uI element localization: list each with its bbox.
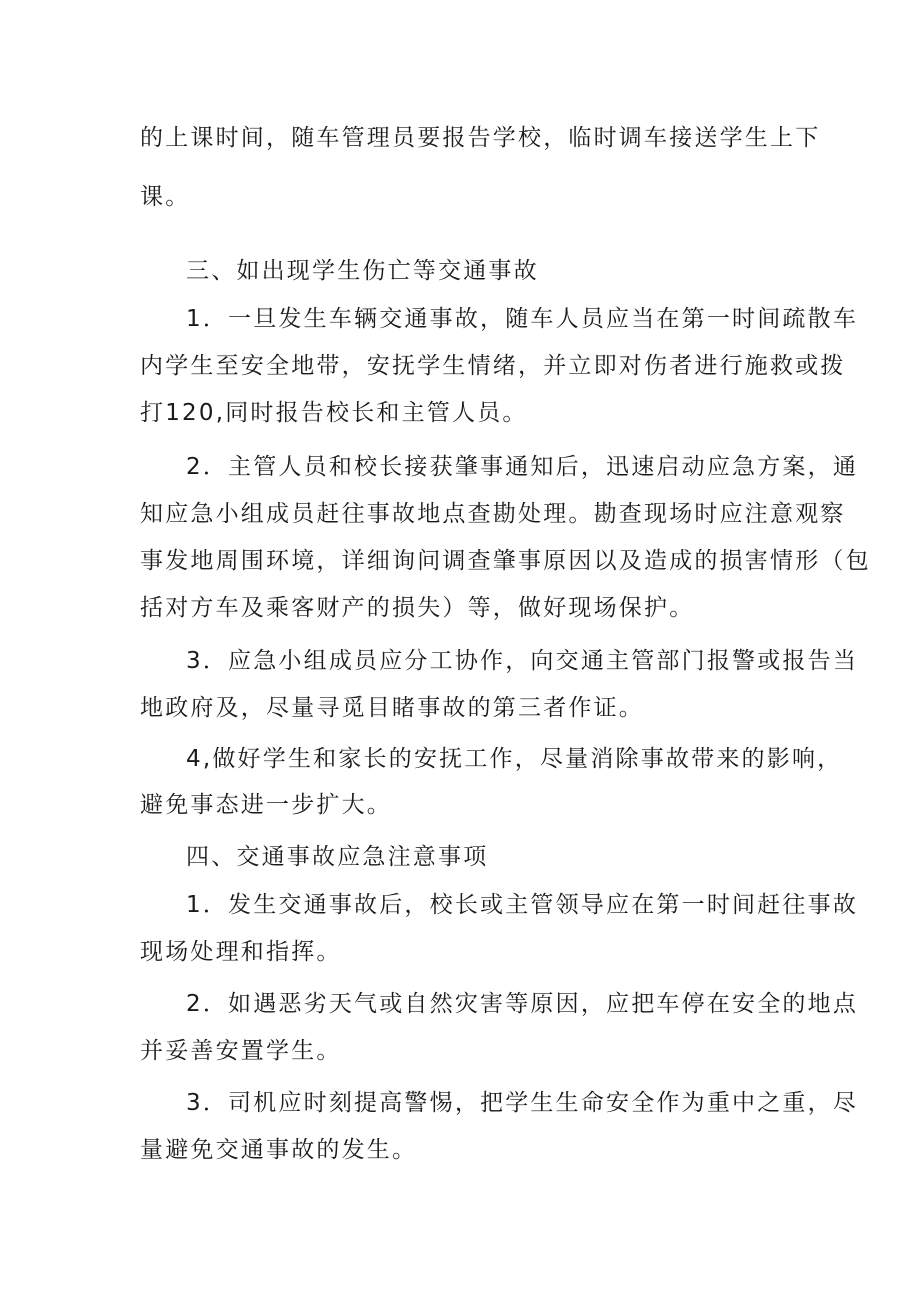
- paragraph-line: 括对方车及乘客财产的损失）等，做好现场保护。: [140, 595, 695, 621]
- paragraph-line: 现场处理和指挥。: [140, 939, 342, 965]
- paragraph-line: 事发地周围环境，详细询问调查肇事原因以及造成的损害情形（包: [140, 548, 871, 574]
- paragraph-line: 的上课时间，随车管理员要报告学校，临时调车接送学生上下: [140, 125, 821, 151]
- section-heading: 三、如出现学生伤亡等交通事故: [186, 258, 539, 284]
- paragraph-line: 量避免交通事故的发生。: [140, 1137, 418, 1163]
- paragraph-line: 内学生至安全地带，安抚学生情绪，并立即对伤者进行施救或拨: [140, 353, 846, 379]
- paragraph-line: 并妥善安置学生。: [140, 1038, 342, 1064]
- paragraph-line: 3．应急小组成员应分工协作，向交通主管部门报警或报告当: [186, 648, 859, 674]
- paragraph-line: 2．主管人员和校长接获肇事通知后，迅速启动应急方案，通: [186, 454, 859, 480]
- paragraph-line: 知应急小组成员赶往事故地点查勘处理。勘查现场时应注意观察: [140, 501, 846, 527]
- paragraph-line: 3．司机应时刻提高警惕，把学生生命安全作为重中之重，尽: [186, 1090, 859, 1116]
- paragraph-line: 课。: [140, 184, 191, 210]
- paragraph-line: 1．发生交通事故后，校长或主管领导应在第一时间赶往事故: [186, 892, 859, 918]
- paragraph-line: 打120,同时报告校长和主管人员。: [140, 400, 528, 426]
- paragraph-line: 4,做好学生和家长的安抚工作，尽量消除事故带来的影响，: [186, 746, 843, 772]
- paragraph-line: 避免事态进一步扩大。: [140, 792, 392, 818]
- paragraph-line: 地政府及，尽量寻觅目睹事故的第三者作证。: [140, 695, 644, 721]
- paragraph-line: 1．一旦发生车辆交通事故，随车人员应当在第一时间疏散车: [186, 306, 859, 332]
- section-heading: 四、交通事故应急注意事项: [186, 844, 489, 870]
- paragraph-line: 2．如遇恶劣天气或自然灾害等原因，应把车停在安全的地点: [186, 991, 859, 1017]
